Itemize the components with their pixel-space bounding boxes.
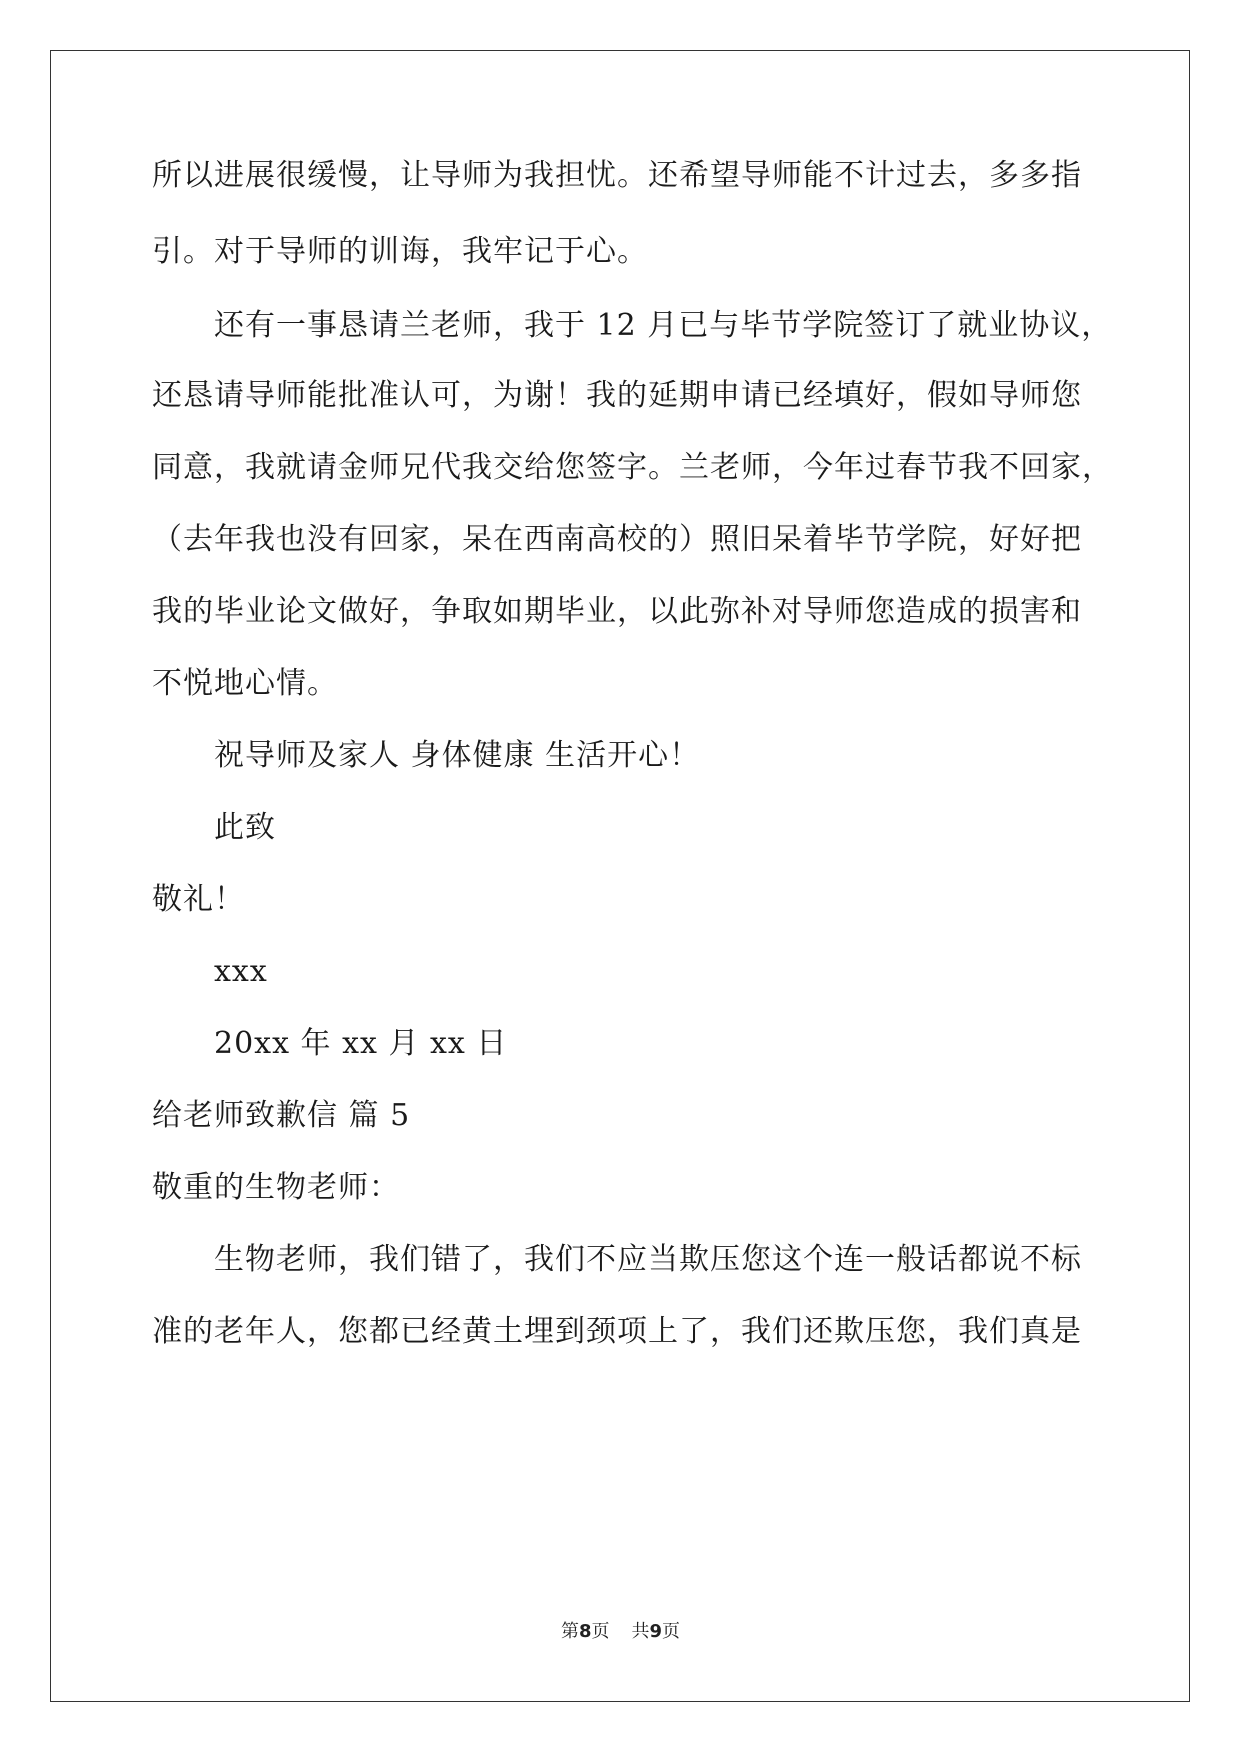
footer-page-suffix: 页 — [591, 1621, 610, 1642]
section-heading: 给老师致歉信 篇 5 — [152, 1098, 411, 1133]
current-page-number: 8 — [578, 1621, 592, 1642]
text-line-10: 此致 — [214, 810, 276, 845]
signature-date: 20xx 年 xx 月 xx 日 — [214, 1026, 508, 1061]
text-line-8: 不悦地心情。 — [152, 666, 338, 701]
total-page-number: 9 — [649, 1621, 663, 1642]
text-line-4: 还恳请导师能批准认可，为谢！我的延期申请已经填好，假如导师您 — [152, 378, 1082, 413]
text-line-6: （去年我也没有回家，呆在西南高校的）照旧呆着毕节学院，好好把 — [152, 522, 1082, 557]
text-line-7: 我的毕业论文做好，争取如期毕业，以此弥补对导师您造成的损害和 — [152, 594, 1082, 629]
text-line-11: 敬礼！ — [152, 882, 245, 917]
signature-name: xxx — [214, 954, 268, 989]
text-line-16: 生物老师，我们错了，我们不应当欺压您这个连一般话都说不标 — [214, 1242, 1082, 1277]
page-footer — [0, 1620, 1241, 1644]
text-line-2: 引。对于导师的训诲，我牢记于心。 — [152, 234, 648, 269]
text-line-5: 同意，我就请金师兄代我交给您签字。兰老师，今年过春节我不回家， — [152, 450, 1113, 485]
text-line-17: 准的老年人，您都已经黄土埋到颈项上了，我们还欺压您，我们真是 — [152, 1314, 1082, 1349]
page-border — [50, 50, 1190, 1702]
text-line-3: 还有一事恳请兰老师，我于 12 月已与毕节学院签订了就业协议， — [214, 308, 1113, 343]
text-line-1: 所以进展很缓慢，让导师为我担忧。还希望导师能不计过去，多多指 — [152, 158, 1082, 193]
footer-prefix: 第 — [560, 1621, 579, 1642]
salutation: 敬重的生物老师： — [152, 1170, 400, 1205]
footer-total-prefix: 共 — [631, 1621, 650, 1642]
text-line-9: 祝导师及家人 身体健康 生活开心！ — [214, 738, 701, 773]
footer-total-suffix: 页 — [662, 1621, 681, 1642]
